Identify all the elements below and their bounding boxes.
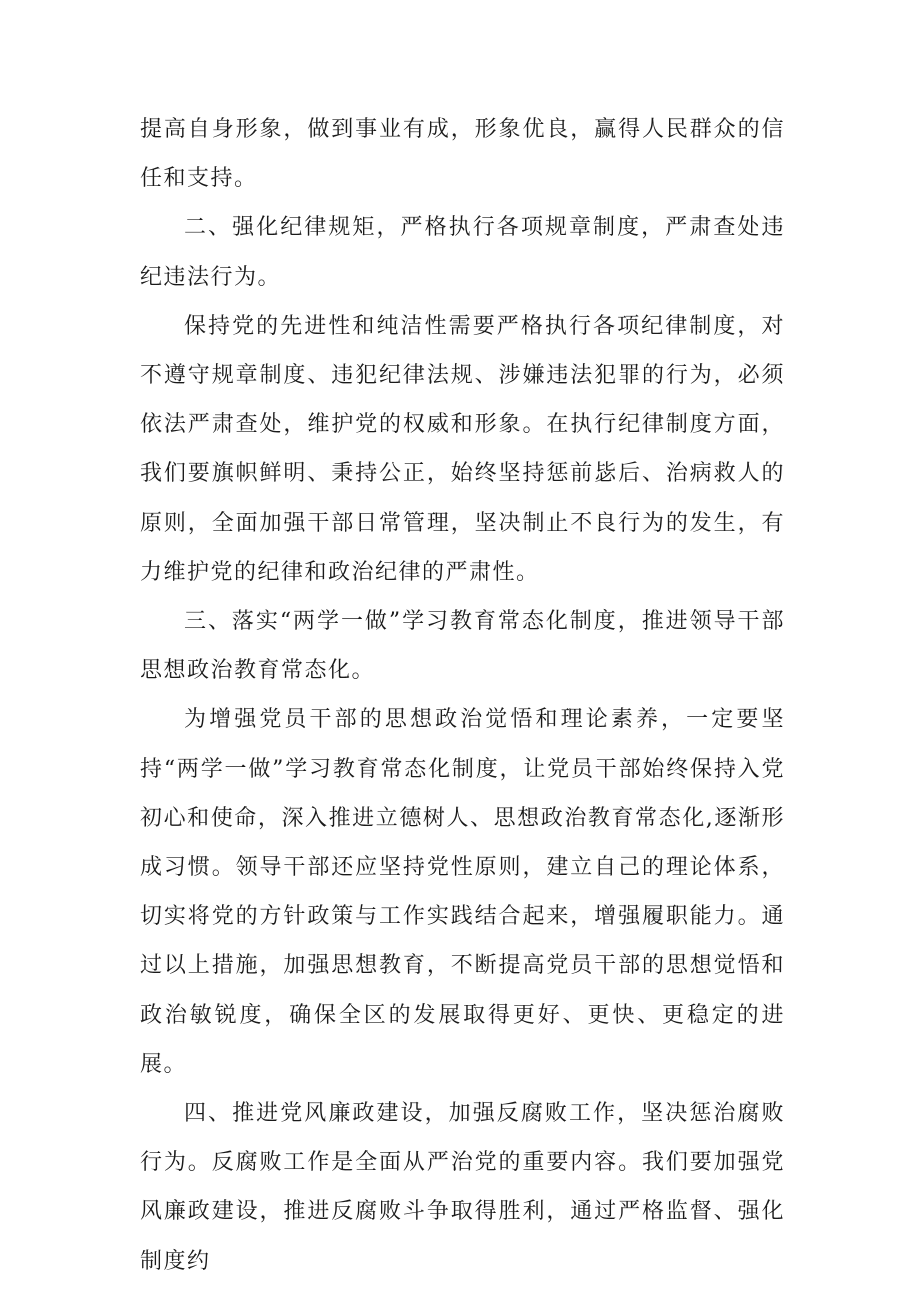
- paragraph-discipline: 保持党的先进性和纯洁性需要严格执行各项纪律制度，对不遵守规章制度、违犯纪律法规、涉嫌违法犯罪的行为，必须依法严肃查处，维护党的权威和形象。在执行纪律制度方面，我们要旗帜鲜明、秉持公正，始终坚持惩前毖后、治病救人的原则，全面加强干部日常管理，坚决制止不良行为的发生，有力维护党的纪律和政治纪律的严肃性。: [140, 313, 785, 585]
- section-heading-3: 三、落实“两学一做”学习教育常态化制度，推进领导干部思想政治教育常态化。: [140, 609, 785, 684]
- section-heading-4: 四、推进党风廉政建设，加强反腐败工作，坚决惩治腐败行为。反腐败工作是全面从严治党的重要内容。我们要加强党风廉政建设，推进反腐败斗争取得胜利，通过严格监督、强化制度约: [140, 1101, 785, 1274]
- paragraph-education: 为增强党员干部的思想政治觉悟和理论素养，一定要坚持“两学一做”学习教育常态化制度，让党员干部始终保持入党初心和使命，深入推进立德树人、思想政治教育常态化,逐渐形成习惯。领导干部还应坚持党性原则，建立自己的理论体系，切实将党的方针政策与工作实践结合起来，增强履职能力。通过以上措施，加强思想教育，不断提高党员干部的思想觉悟和政治敏锐度，确保全区的发展取得更好、更快、更稳定的进展。: [140, 707, 785, 1077]
- paragraph-continuation: 提高自身形象，做到事业有成，形象优良，赢得人民群众的信任和支持。: [140, 117, 785, 192]
- document-body: [140, 105, 785, 1286]
- section-heading-2: 二、强化纪律规矩，严格执行各项规章制度，严肃查处违纪违法行为。: [140, 215, 785, 290]
